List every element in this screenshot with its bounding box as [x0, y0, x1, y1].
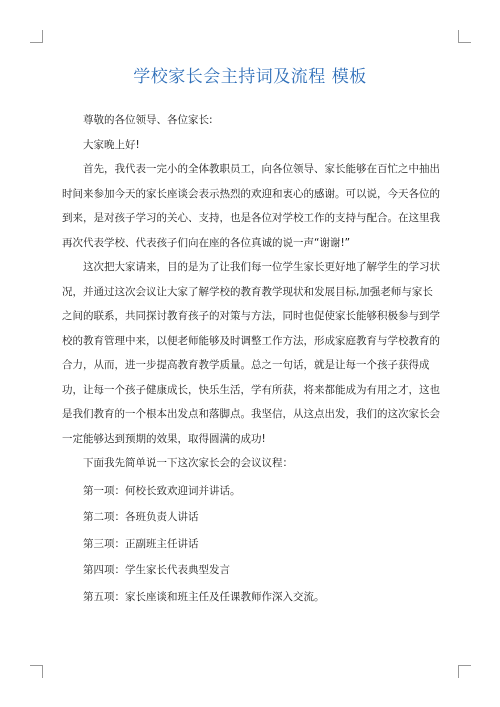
agenda-item: 第二项：各班负责人讲话	[83, 511, 199, 524]
agenda-item: 第五项：家长座谈和班主任及任课教师作深入交流。	[83, 590, 325, 603]
greeting: 尊敬的各位领导、各位家长:	[83, 114, 213, 126]
agenda-item: 第一项：何校长致欢迎词并讲话。	[83, 484, 241, 497]
agenda-intro: 下面我先简单说一下这次家长会的会议议程：	[83, 457, 293, 469]
agenda-item: 第四项：学生家长代表典型发言	[83, 564, 230, 577]
paragraph-2: 这次把大家请来，目的是为了让我们每一位学生家长更好地了解学生的学习状况，并通过这次会议让大家了解学校的教育教学现状和发展目标,加强老师与家长之间的联系，共同探讨教育孩子的对策与方法，同时也促使家长能够积极参与到学校的教育管理中来，以便老师能够及时调整工作方法，形成家庭教育与学校教育的合力，从而，进一步提高教育教学质量。总之一句话，就是让每一个孩子获得成功，让每一个孩子健康成长，快乐生活，学有所获，将来都能成为有用之才，这也是我们教育的一个根本出发点和落脚点。我坚信，从这点出发，我们的这次家长会一定能够达到预期的效果，取得圆满的成功!	[62, 261, 440, 445]
corner-mark-bottom-left	[30, 665, 43, 678]
document-body	[62, 108, 440, 610]
evening-greeting: 大家晚上好!	[83, 138, 140, 151]
document-title: 学校家长会主持词及流程 模板	[133, 67, 367, 87]
paragraph-1: 首先，我代表一完小的全体教职员工，向各位领导、家长能够在百忙之中抽出时间来参加今天的家长座谈会表示热烈的欢迎和衷心的感谢。可以说，今天各位的到来，是对孩子学习的关心、支持，也是各位对学校工作的支持与配合。在这里我再次代表学校、代表孩子们向在座的各位真诚的说一声“谢谢!”	[62, 163, 440, 249]
corner-mark-bottom-right	[458, 665, 471, 678]
agenda-item: 第三项：正副班主任讲话	[83, 537, 199, 550]
corner-mark-top-right	[458, 30, 471, 43]
corner-mark-top-left	[30, 30, 43, 43]
